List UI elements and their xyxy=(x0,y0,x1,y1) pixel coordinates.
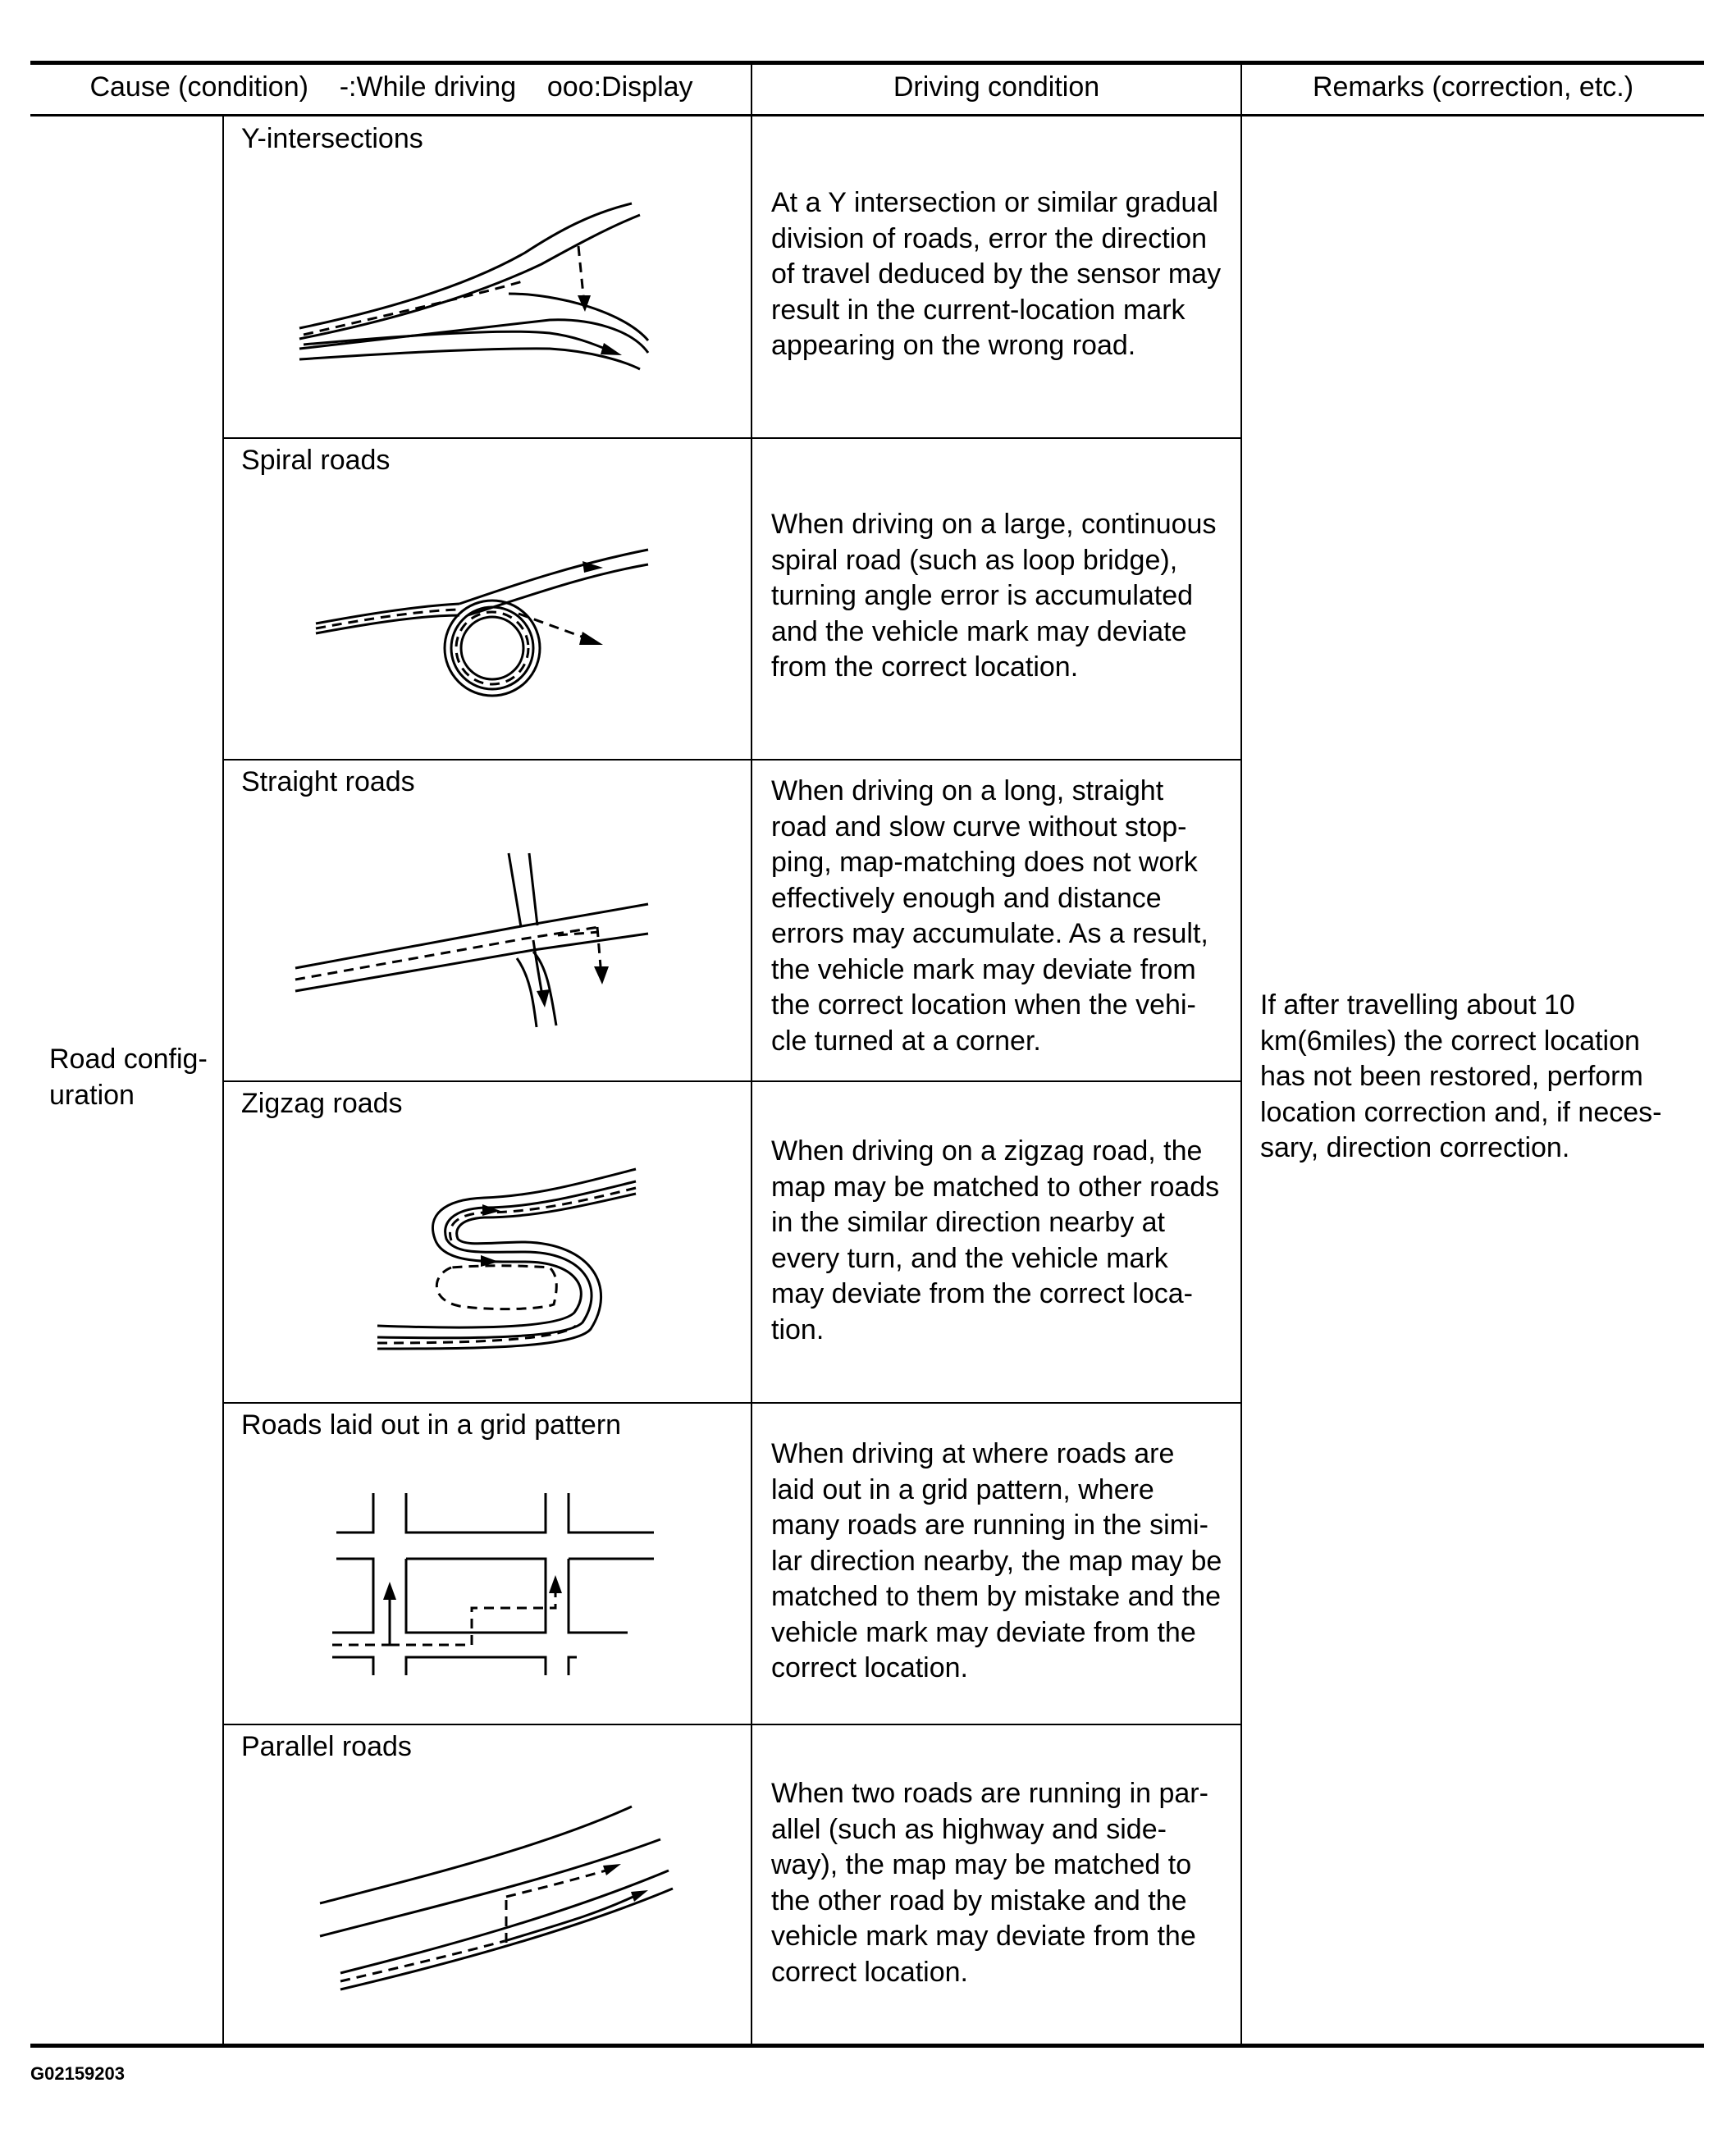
header-bottom-rule xyxy=(30,114,1704,116)
column-divider xyxy=(1240,63,1242,2045)
row-description: When driving at where roads are laid out in a grid pattern, where many roads are running in the simi- lar direction nearby, the map may be matched to them by mistake and the vehicle mark may deviate from the correct location. xyxy=(771,1438,1222,1683)
figure-id: G02159203 xyxy=(30,2063,125,2084)
row-description: At a Y intersection or similar gradual division of roads, error the direction of travel deduced by the sensor may result in the current-location mark appearing on the wrong road. xyxy=(771,187,1222,361)
parallel-roads-diagram xyxy=(316,1797,677,2002)
row-separator xyxy=(222,1402,1242,1404)
grid-roads-diagram xyxy=(324,1493,669,1690)
row-title: Spiral roads xyxy=(241,445,391,476)
row-separator xyxy=(222,1724,1242,1725)
header-remarks: Remarks (correction, etc.) xyxy=(1312,71,1634,103)
column-divider xyxy=(222,116,224,2045)
row-description: When driving on a zigzag road, the map may be matched to other roads in the similar direction nearby at every turn, and the vehicle mark may deviate from the correct loca- tion. xyxy=(771,1135,1220,1345)
table-bottom-rule xyxy=(30,2044,1704,2048)
row-title: Roads laid out in a grid pattern xyxy=(241,1409,622,1441)
spiral-road-diagram xyxy=(304,525,665,722)
y-intersection-diagram xyxy=(279,189,673,369)
column-divider xyxy=(751,63,752,2045)
row-title: Y-intersections xyxy=(241,123,423,154)
table-top-rule xyxy=(30,61,1704,65)
row-title: Parallel roads xyxy=(241,1731,412,1762)
row-title: Zigzag roads xyxy=(241,1088,403,1119)
category-label: Road config- uration xyxy=(49,1044,208,1111)
header-driving-condition: Driving condition xyxy=(893,71,1100,103)
header-cause: Cause (condition) -:While driving ooo:Display xyxy=(89,71,693,103)
row-description: When two roads are running in par- allel (such as highway and side- way), the map may be matched to the other road by mistake and the vehicle mark may deviate from the correct location. xyxy=(771,1778,1208,1988)
remarks-text: If after travelling about 10 km(6miles) the correct location has not been restored, perform location correction and, if neces- sary, direction correction. xyxy=(1260,989,1662,1163)
row-separator xyxy=(222,437,1242,439)
row-separator xyxy=(222,759,1242,761)
row-separator xyxy=(222,1080,1242,1082)
zigzag-road-diagram xyxy=(361,1165,656,1354)
row-title: Straight roads xyxy=(241,766,415,797)
straight-road-diagram xyxy=(287,845,665,1034)
row-description: When driving on a large, continuous spiral road (such as loop bridge), turning angle error is accumulated and the vehicle mark may deviate from the correct location. xyxy=(771,509,1217,683)
row-description: When driving on a long, straight road and slow curve without stop- ping, map-matching does not work effectively enough and distance errors may accumulate. As a result, the vehicle mark may deviate from the correct location when the vehi- cle turned at a corner. xyxy=(771,775,1208,1057)
